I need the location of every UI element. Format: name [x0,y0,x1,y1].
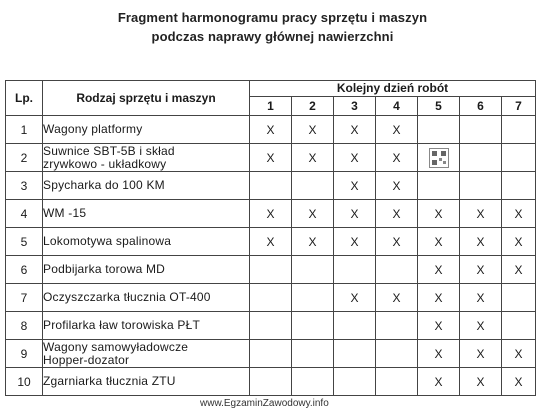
title-line-2: podczas naprawy głównej nawierzchni [151,29,394,44]
day-1-cell: X [250,116,292,144]
day-2-cell: X [292,228,334,256]
day-6-cell [460,172,502,200]
day-4-cell [376,340,418,368]
equipment-name-line: Zgarniarka tłucznia ZTU [43,374,176,388]
day-4-cell [376,256,418,284]
row-number: 5 [6,228,43,256]
title-line-1: Fragment harmonogramu pracy sprzętu i maszyn [117,10,428,25]
day-2-cell [292,312,334,340]
table-row [6,200,536,228]
day-5-cell: X [418,200,460,228]
day-6-cell: X [460,312,502,340]
day-1-cell: X [250,200,292,228]
day-4-cell [376,368,418,396]
day-4-cell: X [376,172,418,200]
equipment-name [43,116,250,144]
day-7-cell: X [502,368,536,396]
day-3-cell: X [334,172,376,200]
day-7-cell: X [502,228,536,256]
day-4-cell: X [376,144,418,172]
day-1-cell [250,284,292,312]
header-day-1: 1 [250,96,292,115]
day-1-cell [250,256,292,284]
row-number: 4 [6,200,43,228]
table-row [6,172,536,200]
day-5-cell: X [418,256,460,284]
table-row [6,144,536,172]
equipment-name-line: Lokomotywa spalinowa [43,234,172,248]
day-5-cell [418,116,460,144]
day-3-cell: X [334,228,376,256]
scan-artifact-icon [429,148,449,168]
day-7-cell: X [502,340,536,368]
day-5-cell: X [418,340,460,368]
day-2-cell [292,284,334,312]
equipment-name [43,284,250,312]
day-4-cell: X [376,228,418,256]
header-equipment-type: Rodzaj sprzętu i maszyn [43,81,250,116]
row-number: 6 [6,256,43,284]
watermark-url: www.EgzaminZawodowy.info [200,398,329,409]
equipment-name-line: Podbijarka torowa MD [43,262,166,276]
day-1-cell [250,340,292,368]
equipment-name-line: Wagony platformy [43,122,143,136]
day-2-cell [292,256,334,284]
header-work-day: Kolejny dzień robót [250,81,536,97]
table-row [6,340,536,368]
day-1-cell: X [250,144,292,172]
header-day-3: 3 [334,96,376,115]
table-row [6,256,536,284]
header-day-2: 2 [292,96,334,115]
day-6-cell: X [460,228,502,256]
equipment-name-line: Suwnice SBT-5B i skład [43,143,175,158]
day-6-cell: X [460,368,502,396]
day-2-cell [292,368,334,396]
document-title [0,8,545,46]
header-day-7: 7 [502,96,536,115]
table-body [6,116,536,396]
day-3-cell: X [334,200,376,228]
day-2-cell [292,340,334,368]
equipment-name-line: Hopper-dozator [43,352,130,367]
day-5-cell [418,144,460,172]
day-6-cell: X [460,284,502,312]
equipment-name-line: Profilarka ław torowiska PŁT [43,318,200,332]
day-3-cell [334,340,376,368]
schedule-table [5,80,536,396]
row-number: 9 [6,340,43,368]
table-row [6,228,536,256]
equipment-name [43,172,250,200]
row-number: 1 [6,116,43,144]
day-1-cell: X [250,228,292,256]
day-2-cell: X [292,144,334,172]
day-3-cell: X [334,116,376,144]
day-5-cell: X [418,228,460,256]
header-day-4: 4 [376,96,418,115]
table-row [6,312,536,340]
day-2-cell [292,172,334,200]
day-3-cell: X [334,284,376,312]
row-number: 10 [6,368,43,396]
equipment-name-line: Wagony samowyładowcze [43,339,189,354]
day-4-cell [376,312,418,340]
day-6-cell: X [460,200,502,228]
row-number: 8 [6,312,43,340]
row-number: 3 [6,172,43,200]
day-1-cell [250,172,292,200]
day-4-cell: X [376,200,418,228]
table-row [6,368,536,396]
equipment-name [43,144,250,172]
day-3-cell: X [334,144,376,172]
header-day-6: 6 [460,96,502,115]
day-6-cell [460,144,502,172]
equipment-name [43,200,250,228]
day-1-cell [250,368,292,396]
day-7-cell [502,116,536,144]
equipment-name [43,228,250,256]
day-2-cell: X [292,200,334,228]
equipment-name-line: WM -15 [43,206,87,220]
row-number: 7 [6,284,43,312]
day-5-cell [418,172,460,200]
day-5-cell: X [418,312,460,340]
table-row [6,284,536,312]
day-7-cell [502,172,536,200]
equipment-name [43,368,250,396]
day-7-cell: X [502,200,536,228]
day-7-cell: X [502,256,536,284]
day-6-cell [460,116,502,144]
equipment-name [43,312,250,340]
day-4-cell: X [376,284,418,312]
day-3-cell [334,312,376,340]
row-number: 2 [6,144,43,172]
equipment-name-line: zrywkowo - układkowy [43,156,167,171]
day-7-cell [502,312,536,340]
day-6-cell: X [460,256,502,284]
day-4-cell: X [376,116,418,144]
equipment-name-line: Spycharka do 100 KM [43,178,165,192]
table-row [6,116,536,144]
day-5-cell: X [418,284,460,312]
day-6-cell: X [460,340,502,368]
equipment-name [43,340,250,368]
header-day-5: 5 [418,96,460,115]
day-3-cell [334,256,376,284]
day-7-cell [502,284,536,312]
day-1-cell [250,312,292,340]
equipment-name [43,256,250,284]
day-2-cell: X [292,116,334,144]
day-3-cell [334,368,376,396]
day-7-cell [502,144,536,172]
equipment-name-line: Oczyszczarka tłucznia OT-400 [43,290,211,304]
header-lp: Lp. [6,81,43,116]
day-5-cell: X [418,368,460,396]
